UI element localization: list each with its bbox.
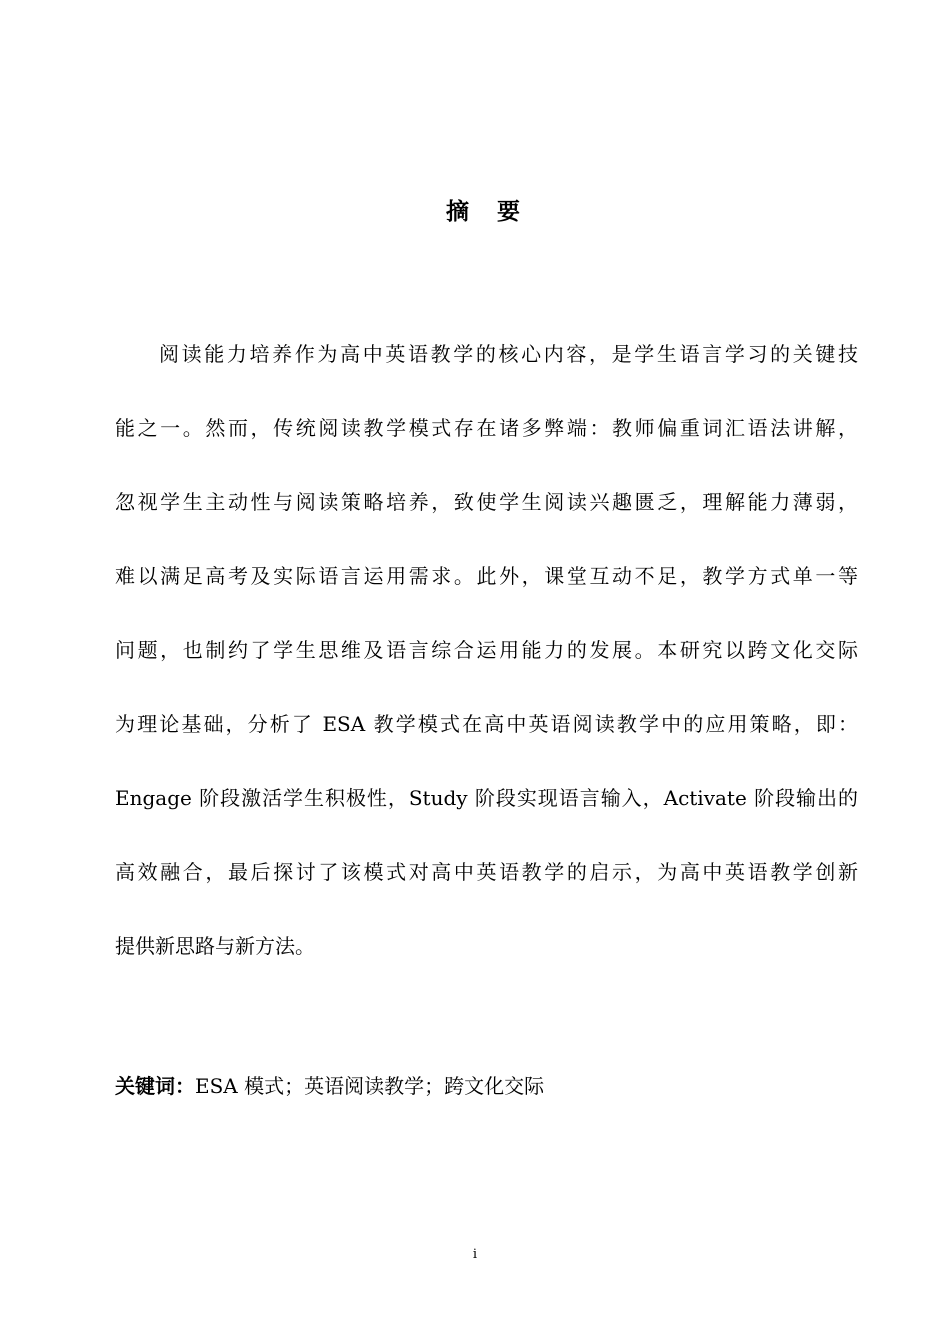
page-number: i — [472, 1247, 478, 1262]
abstract-line: 为理论基础，分析了 ESA 教学模式在高中英语阅读教学中的应用策略，即： — [115, 712, 858, 736]
abstract-line: 阅读能力培养作为高中英语教学的核心内容，是学生语言学习的关键技 — [159, 342, 858, 366]
keywords-text: ESA 模式；英语阅读教学；跨文化交际 — [195, 1074, 545, 1098]
abstract-line: 难以满足高考及实际语言运用需求。此外，课堂互动不足，教学方式单一等 — [115, 564, 858, 588]
abstract-line: 高效融合，最后探讨了该模式对高中英语教学的启示，为高中英语教学创新 — [115, 860, 858, 884]
abstract-line: 提供新思路与新方法。 — [115, 934, 315, 958]
keywords-line — [115, 1072, 544, 1100]
abstract-line: Engage 阶段激活学生积极性，Study 阶段实现语言输入，Activate 阶段输出的 — [115, 786, 858, 810]
abstract-line: 问题，也制约了学生思维及语言综合运用能力的发展。本研究以跨文化交际 — [115, 638, 858, 662]
abstract-line: 能之一。然而，传统阅读教学模式存在诸多弊端：教师偏重词汇语法讲解， — [115, 416, 858, 440]
abstract-line: 忽视学生主动性与阅读策略培养，致使学生阅读兴趣匮乏，理解能力薄弱， — [115, 490, 858, 514]
page-title: 摘 要 — [445, 199, 530, 225]
keywords-label: 关键词： — [115, 1074, 195, 1098]
